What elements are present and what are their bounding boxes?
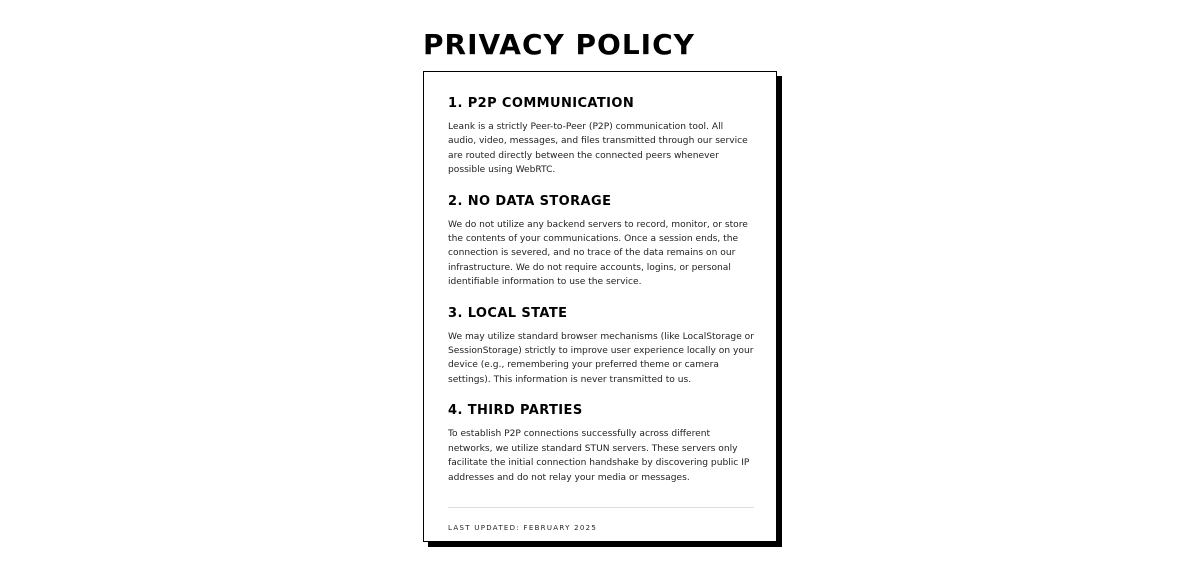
section-body: To establish P2P connections successfully across different networks, we utilize standard STUN servers. These servers only facilitate the initial connection handshake by discovering public IP addresses and do not relay your media or messages.	[448, 429, 750, 483]
section-body: Leank is a strictly Peer-to-Peer (P2P) communication tool. All audio, video, messages, and files transmitted through our service are routed directly between the connected peers whenever possible using WebRTC.	[448, 122, 748, 176]
section-heading: 4. THIRD PARTIES	[448, 403, 583, 419]
section-heading: 2. NO DATA STORAGE	[448, 193, 612, 209]
section-body: We do not utilize any backend servers to record, monitor, or store the contents of your communications. Once a session ends, the connection is severed, and no trace of the data remains on our infrastructure. We do not require accounts, logins, or personal identifiable information to use the service.	[448, 219, 748, 288]
section-third-parties	[448, 401, 754, 485]
section-body: We may utilize standard browser mechanisms (like LocalStorage or SessionStorage) strictly to improve user experience locally on your device (e.g., remembering your preferred theme or camera settings). This information is never transmitted to us.	[448, 331, 754, 385]
policy-card	[423, 71, 777, 542]
section-p2p-communication	[448, 94, 754, 178]
section-heading: 3. LOCAL STATE	[448, 305, 568, 321]
section-no-data-storage	[448, 192, 754, 290]
last-updated-text: LAST UPDATED: FEBRUARY 2025	[448, 523, 598, 532]
section-heading: 1. P2P COMMUNICATION	[448, 96, 635, 111]
policy-content	[448, 94, 754, 534]
footer-divider	[448, 507, 754, 508]
page-title: PRIVACY POLICY	[423, 28, 695, 61]
section-local-state	[448, 304, 754, 388]
